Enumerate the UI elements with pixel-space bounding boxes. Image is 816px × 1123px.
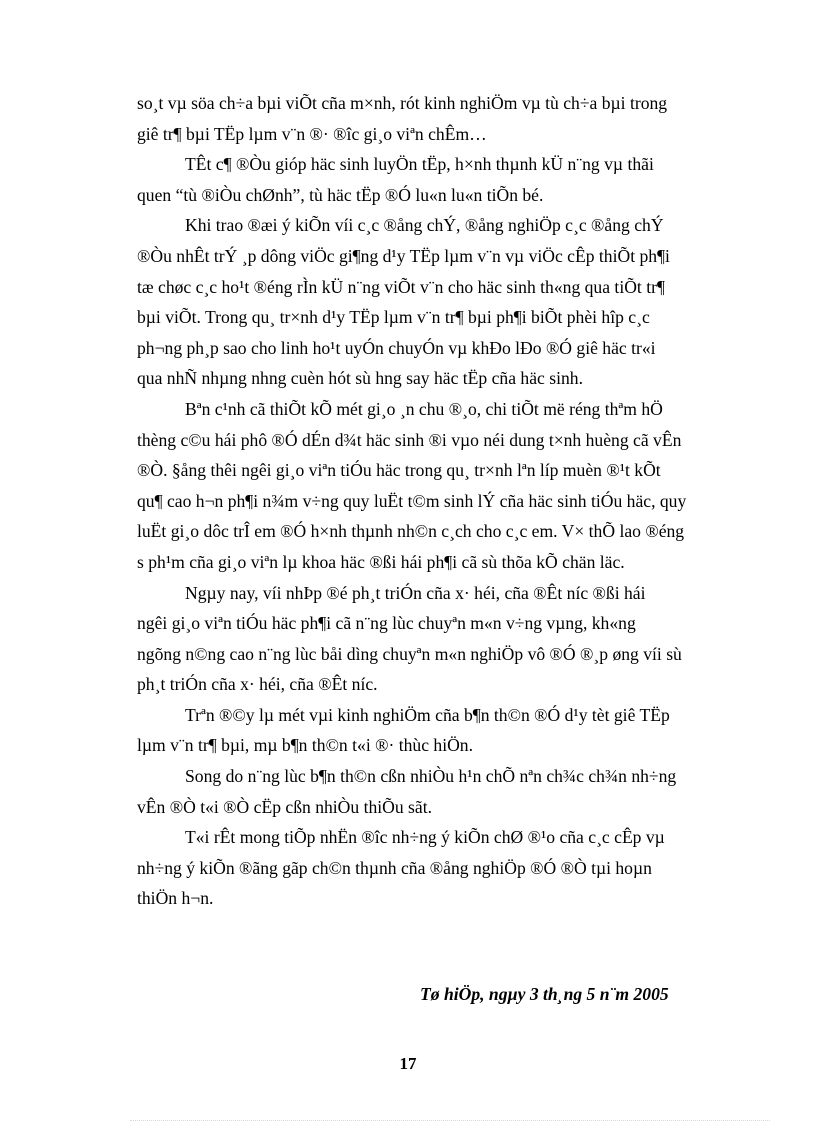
paragraph: Ngµy nay, víi nhÞp ®é ph¸t triÓn cña x· héi, cña ®Êt níc ®ßi hái ngêi gi¸o viªn tiÓu häc ph¶i cã n¨ng lùc chuyªn m«n v÷ng vµng, kh«ng ngõng n©ng cao n¨ng lùc båi dìng chuyªn m«n nghiÖp vô ®Ó ®¸p øng víi sù ph¸t triÓn cña x· héi, cña ®Êt níc. [137, 582, 682, 695]
page-bottom-divider [130, 1120, 770, 1121]
paragraph: Trªn ®©y lµ mét vµi kinh nghiÖm cña b¶n th©n ®Ó d¹y tèt giê TËp lµm v¨n tr¶ bµi, mµ b¶n th©n t«i ®· thùc hiÖn. [137, 704, 670, 756]
paragraph: TÊt c¶ ®Òu gióp häc sinh luyÖn tËp, h×nh thµnh kÜ n¨ng vµ thãi quen “tù ®iÒu chØnh”, tù häc tËp ®Ó lu«n lu«n tiÕn bé. [137, 154, 654, 205]
paragraph: Song do n¨ng lùc b¶n th©n cßn nhiÒu h¹n chÕ nªn ch¾c ch¾n nh÷ng vÊn ®Ò t«i ®Ò cËp cßn nhiÒu thiÕu sãt. [137, 766, 677, 817]
body-text [137, 88, 741, 914]
signature-line: Tø hiÖp, ngµy 3 th¸ng 5 n¨m 2005 [420, 984, 669, 1004]
paragraph: Bªn c¹nh cã thiÕt kÕ mét gi¸o ¸n chu ®¸o, chi tiÕt më réng thªm hÖ thèng c©u hái phô ®Ó dÉn d¾t häc sinh ®i vµo néi dung t×nh huèng cã vÊn ®Ò. §ång thêi ngêi gi¸o viªn tiÓu häc trong qu¸ tr×nh lªn líp muèn ®¹t kÕt qu¶ cao h¬n ph¶i n¾m v÷ng quy luËt t©m sinh lÝ cña häc sinh tiÓu häc, quy luËt gi¸o dôc trÎ em ®Ó h×nh thµnh nh©n c¸ch cho c¸c em. V× thÕ lao ®éng s ph¹m cña gi¸o viªn lµ khoa häc ®ßi hái ph¶i cã sù thõa kÕ chän läc. [137, 398, 687, 572]
paragraph: so¸t vµ söa ch÷a bµi viÕt cña m×nh, rót kinh nghiÖm vµ tù ch÷a bµi trong giê tr¶ bµi TËp lµm v¨n ®· ®îc gi¸o viªn chÊm… [137, 93, 668, 144]
paragraph: T«i rÊt mong tiÕp nhËn ®îc nh÷ng ý kiÕn chØ ®¹o cña c¸c cÊp vµ nh÷ng ý kiÕn ®ãng gãp ch©n thµnh cña ®ång nghiÖp ®Ó ®Ò tµi hoµn thiÖn h¬n. [137, 827, 665, 909]
page-number: 17 [399, 1054, 417, 1073]
paragraph: Khi trao ®æi ý kiÕn víi c¸c ®ång chÝ, ®ång nghiÖp c¸c ®ång chÝ ®Òu nhÊt trÝ ¸p dông viÖc gi¶ng d¹y TËp lµm v¨n vµ viÖc cÊp thiÕt ph¶i tæ chøc c¸c ho¹t ®éng rÌn kÜ n¨ng viÕt v¨n cho häc sinh th«ng qua tiÕt tr¶ bµi viÕt. Trong qu¸ tr×nh d¹y TËp lµm v¨n tr¶ bµi ph¶i biÕt phèi hîp c¸c ph¬ng ph¸p sao cho linh ho¹t uyÓn chuyÓn vµ khÐo lÐo ®Ó giê häc tr«i qua nhÑ nhµng nhng cuèn hót sù hng say häc tËp cña häc sinh. [137, 215, 670, 389]
